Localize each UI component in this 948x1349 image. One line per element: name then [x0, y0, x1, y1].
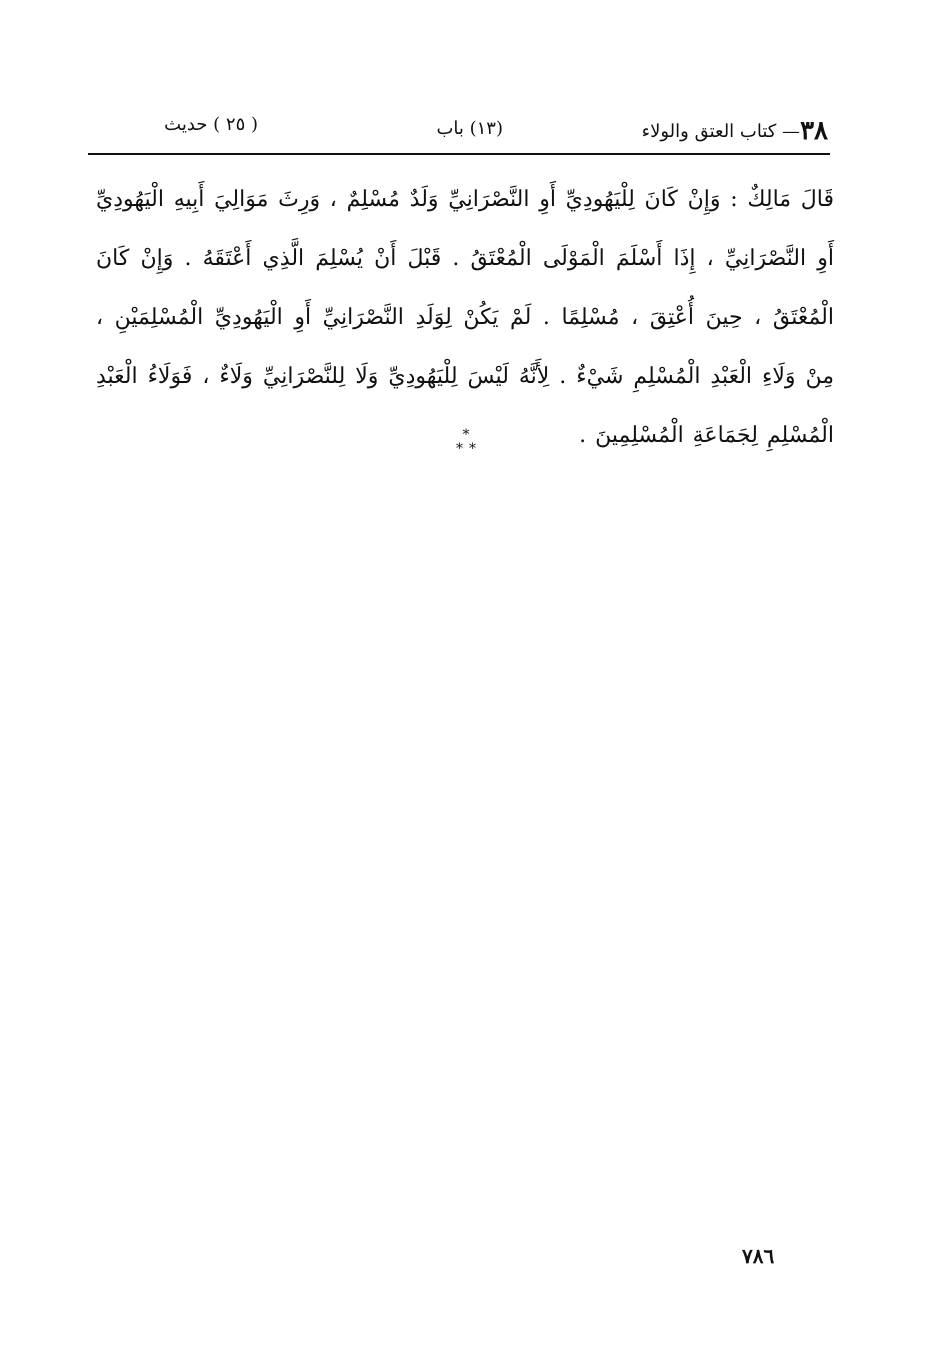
header-book-title [642, 116, 828, 146]
page-number: ٧٨٦ [742, 1244, 775, 1268]
ornament-bottom-stars: ** [456, 441, 482, 457]
running-header [88, 110, 828, 154]
header-hadith: ( ٢٥ ) حديث [164, 114, 258, 135]
main-paragraph: قَالَ مَالِكٌ : وَإِنْ كَانَ لِلْيَهُودِيِّ أَوِ النَّصْرَانِيِّ وَلَدٌ مُسْلِمٌ ، وَرِثَ مَوَالِيَ أَبِيهِ الْيَهُودِيِّ أَوِ النَّصْرَانِيِّ ، إِذَا أَسْلَمَ الْمَوْلَى الْمُعْتَقُ . قَبْلَ أَنْ يُسْلِمَ الَّذِي أَعْتَقَهُ . وَإِنْ كَانَ الْمُعْتَقُ ، حِينَ أُعْتِقَ ، مُسْلِمًا . لَمْ يَكُنْ لِوَلَدِ النَّصْرَانِيِّ أَوِ الْيَهُودِيِّ الْمُسْلِمَيْنِ ، مِنْ وَلَاءِ الْعَبْدِ الْمُسْلِمِ شَيْءٌ . لِأَنَّهُ لَيْسَ لِلْيَهُودِيِّ وَلَا لِلنَّصْرَانِيِّ وَلَاءٌ ، فَوَلَاءُ الْعَبْدِ الْمُسْلِمِ لِجَمَاعَةِ الْمُسْلِمِينَ . [96, 187, 834, 448]
book-title: — كتاب العتق والولاء [641, 121, 801, 142]
book-number: ٣٨ [800, 116, 828, 146]
ornament-top-star: * [462, 427, 470, 443]
asterism-ornament [446, 428, 486, 462]
header-rule [88, 153, 830, 155]
header-bab: (١٣) باب [436, 118, 503, 139]
